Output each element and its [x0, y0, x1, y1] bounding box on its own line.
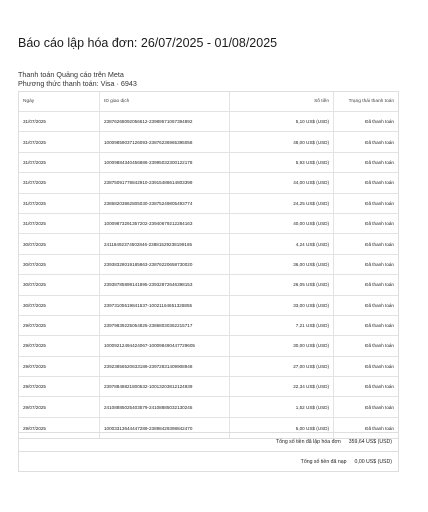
cell-amount: 36,00 US$ (USD) — [230, 255, 334, 274]
header-transaction-id: ID giao dịch — [100, 92, 230, 111]
cell-amount: 5,93 US$ (USD) — [230, 153, 334, 172]
cell-date: 30/07/2025 — [19, 275, 100, 294]
cell-transaction-id: 10009884340456886-23995032300122178 — [100, 153, 230, 172]
cell-status: Đã thanh toán — [365, 363, 394, 369]
cell-date: 30/07/2025 — [19, 234, 100, 253]
table-row — [19, 316, 398, 336]
cell-status: Đã thanh toán — [365, 200, 394, 206]
cell-transaction-id: 23979839225054825-23868030362215717 — [100, 316, 230, 335]
cell-transaction-id: 23978848821800532-10013203812124939 — [100, 377, 230, 396]
table-row — [19, 397, 398, 417]
table-row — [19, 153, 398, 173]
total-paid-label: Tổng số tiền đã nạp — [300, 458, 347, 465]
total-paid-row — [18, 452, 399, 472]
cell-transaction-id: 23938785899141895-23932872646398153 — [100, 275, 230, 294]
cell-status: Đã thanh toán — [365, 261, 394, 267]
cell-transaction-id: 24108885025403579-24108885032130245 — [100, 397, 230, 416]
cell-date: 31/07/2025 — [19, 173, 100, 192]
table-row — [19, 234, 398, 254]
cell-date: 30/07/2025 — [19, 296, 100, 315]
cell-date: 29/07/2025 — [19, 397, 100, 416]
cell-amount: 30,00 US$ (USD) — [230, 336, 334, 355]
cell-transaction-id: 23875091778842910-23915488614803399 — [100, 173, 230, 192]
cell-amount: 1,52 US$ (USD) — [230, 397, 334, 416]
table-header — [19, 92, 398, 112]
transactions-table — [18, 91, 399, 439]
cell-status: Đã thanh toán — [365, 425, 394, 431]
cell-amount: 27,00 US$ (USD) — [230, 357, 334, 376]
cell-amount: 33,00 US$ (USD) — [230, 296, 334, 315]
cell-transaction-id: 23868203862805030-23875249805493774 — [100, 194, 230, 213]
cell-status: Đã thanh toán — [365, 302, 394, 308]
table-row — [19, 112, 398, 132]
cell-status: Đã thanh toán — [365, 221, 394, 227]
cell-status: Đã thanh toán — [365, 343, 394, 349]
table-row — [19, 336, 398, 356]
table-row — [19, 357, 398, 377]
payment-label: Thanh toán Quảng cáo trên Meta — [18, 70, 124, 79]
cell-date: 31/07/2025 — [19, 214, 100, 233]
cell-date: 29/07/2025 — [19, 316, 100, 335]
cell-date: 29/07/2025 — [19, 377, 100, 396]
table-row — [19, 377, 398, 397]
cell-date: 31/07/2025 — [19, 194, 100, 213]
cell-transaction-id: 10009859037126093-23876236965395058 — [100, 132, 230, 151]
table-row — [19, 296, 398, 316]
cell-amount: 4,24 US$ (USD) — [230, 234, 334, 253]
cell-date: 29/07/2025 — [19, 336, 100, 355]
cell-status: Đã thanh toán — [365, 404, 394, 410]
cell-transaction-id: 23973105519841537-10021164651328855 — [100, 296, 230, 315]
cell-transaction-id: 23923856520633189-23972831409908948 — [100, 357, 230, 376]
cell-date: 29/07/2025 — [19, 357, 100, 376]
table-row — [19, 275, 398, 295]
cell-status: Đã thanh toán — [365, 139, 394, 145]
cell-amount: 48,00 US$ (USD) — [230, 132, 334, 151]
cell-transaction-id: 23876268092056612-23989571067394892 — [100, 112, 230, 131]
cell-status: Đã thanh toán — [365, 119, 394, 125]
header-date: Ngày — [19, 92, 100, 111]
cell-transaction-id: 23938328019185863-23876220658730020 — [100, 255, 230, 274]
cell-status: Đã thanh toán — [365, 159, 394, 165]
cell-date: 30/07/2025 — [19, 255, 100, 274]
cell-status: Đã thanh toán — [365, 323, 394, 329]
cell-date: 29/07/2025 — [19, 418, 100, 438]
cell-date: 31/07/2025 — [19, 112, 100, 131]
cell-transaction-id: 24118492374502846-23881529238199165 — [100, 234, 230, 253]
table-row — [19, 173, 398, 193]
cell-transaction-id: 10009873291357202-23940679212284163 — [100, 214, 230, 233]
cell-amount: 5,00 US$ (USD) — [230, 418, 334, 438]
total-billed-row — [18, 432, 399, 452]
cell-transaction-id: 10009212494424067-10009849044772960​5 — [100, 336, 230, 355]
cell-status: Đã thanh toán — [365, 282, 394, 288]
cell-amount: 22,34 US$ (USD) — [230, 377, 334, 396]
table-row — [19, 214, 398, 234]
header-status: Trạng thái thanh toán — [348, 99, 394, 104]
cell-transaction-id: 10003313644447289-23898429398842470 — [100, 418, 230, 438]
cell-status: Đã thanh toán — [365, 384, 394, 390]
cell-amount: 40,00 US$ (USD) — [230, 214, 334, 233]
cell-amount: 26,05 US$ (USD) — [230, 275, 334, 294]
cell-status: Đã thanh toán — [365, 180, 394, 186]
cell-amount: 44,00 US$ (USD) — [230, 173, 334, 192]
cell-amount: 24,25 US$ (USD) — [230, 194, 334, 213]
cell-amount: 7,21 US$ (USD) — [230, 316, 334, 335]
payment-method: Phương thức thanh toán: Visa · 6943 — [18, 79, 137, 88]
cell-date: 31/07/2025 — [19, 153, 100, 172]
invoice-title: Báo cáo lập hóa đơn: 26/07/2025 - 01/08/2025 — [18, 36, 278, 50]
total-billed-label: Tổng số tiền đã lập hóa đơn — [275, 439, 341, 445]
table-row — [19, 132, 398, 152]
table-row — [19, 255, 398, 275]
header-amount: Số tiền — [230, 92, 334, 111]
cell-date: 31/07/2025 — [19, 132, 100, 151]
cell-amount: 5,10 US$ (USD) — [230, 112, 334, 131]
table-row — [19, 194, 398, 214]
total-paid-value: 0,00 US$ (USD) — [354, 458, 392, 465]
cell-status: Đã thanh toán — [365, 241, 394, 247]
total-billed-value: 359,64 US$ (USD) — [348, 439, 392, 445]
